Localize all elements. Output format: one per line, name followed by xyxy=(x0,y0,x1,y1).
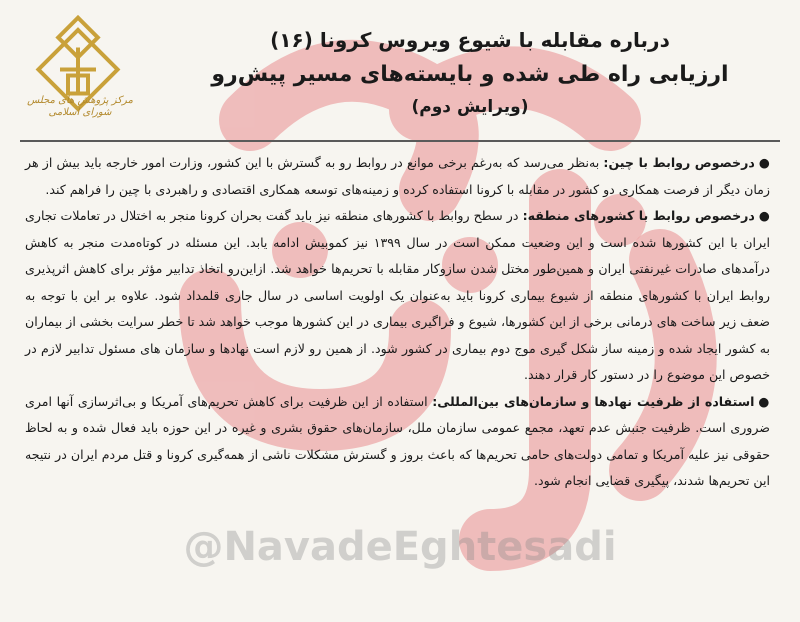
paragraph-text: استفاده از این ظرفیت برای کاهش تحریم‌های آمریکا و بی‌اثرسازی آنها امری ضروری است. ظرفیت جنبش عدم تعهد، مجمع عمومی سازمان ملل، سازمان‌های حقوق بشری و غیره در این حوزه باید فعال شده و به لحاظ حقوقی نیز علیه آمریکا و تمامی دولت‌های حامی تحریم‌ها که باعث بروز و گسترش مشکلات ناشی از همه‌گیری کرونا و قتل مردم ایران در نتیجه این تحریم‌ها شدند، پیگیری قضایی انجام شود. xyxy=(25,393,770,488)
watermark-handle: @NavadeEghtesadi xyxy=(183,524,617,570)
paragraph-international xyxy=(25,389,770,495)
paragraph-china xyxy=(25,150,770,203)
title-line-2: ارزیابی راه طی شده و بایسته‌های مسیر پیش‌رو xyxy=(211,62,729,87)
bullet: ● xyxy=(758,208,771,223)
logo-caption: مرکز پژوهش های مجلس شورای اسلامی xyxy=(27,95,133,118)
paragraph-text: به‌نظر می‌رسد که به‌رغم برخی موانع در روابط رو به گسترش با این کشور، وزارت امور خارجه باید بیش از هر زمان دیگر از فرصت همکاری دو کشور در مقابله با کرونا استفاده کرده و زمینه‌های توسعه همکاری اقتصادی و راهبردی با چین را فراهم کند. xyxy=(25,155,770,197)
bullet: ● xyxy=(758,155,771,170)
paragraph-lead: درخصوص روابط با چین: xyxy=(603,155,755,170)
title-line-1: درباره مقابله با شیوع ویروس کرونا (۱۶) xyxy=(270,28,670,52)
title-block xyxy=(160,22,780,117)
bullet: ● xyxy=(758,393,770,409)
paragraph-text: در سطح روابط با کشورهای منطقه نیز باید گفت بحران کرونا منجر به اختلال در تعاملات تجاری ایران با این کشورها شده است و این وضعیت ممکن است در سال ۱۳۹۹ نیز کموبیش ادامه یابد. این مسئله در کوتاه‌مدت منجر به کاهش درآمدهای صادرات غیرنفتی ایران و همین‌طور مختل شدن سازوکار مقابله با تحریم‌ها خواهد شد. ازاین‌رو اتخاذ تدابیر مؤثر برای کاهش اثرپذیری روابط ایران با کشورهای منطقه از شیوع بیماری کرونا باید به‌عنوان یک اولویت اساسی در سال جاری قلمداد شود. علاوه بر این با توجه به ضعف زیر ساخت های درمانی برخی از این کشورها، شیوع و فراگیری بیماری در این کشورها موجب خواهد شد تا خطر سرایت بخشی از بیماران به کشور ایجاد شده و زمینه ساز شکل گیری موج دوم بیماری در کشور شود. از همین رو لازم است نهادها و سازمان های مسئول تدابیر لازم در خصوص این موضوع را در دستور کار قرار دهند. xyxy=(25,208,770,382)
header-divider xyxy=(20,140,780,142)
paragraph-region xyxy=(25,203,770,389)
document-header xyxy=(0,0,800,140)
paragraph-lead: استفاده از ظرفیت نهادها و سازمان‌های بین‌المللی: xyxy=(432,393,755,409)
title-line-3: (ویرایش دوم) xyxy=(411,97,529,117)
paragraph-lead: درخصوص روابط با کشورهای منطقه: xyxy=(522,208,755,223)
document-body xyxy=(25,150,770,495)
